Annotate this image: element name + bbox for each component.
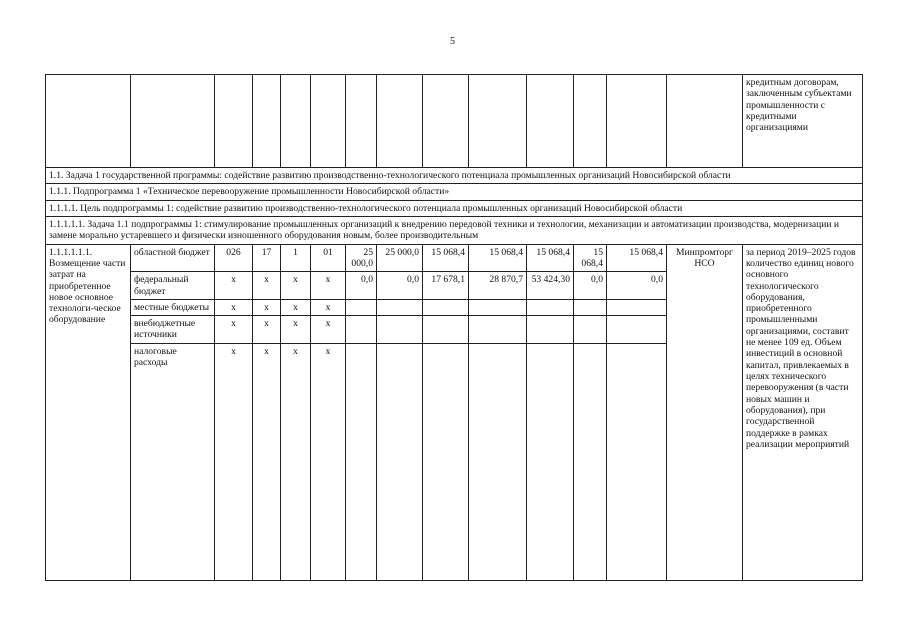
value-cell <box>346 299 377 315</box>
funding-source: местные бюджеты <box>131 299 215 315</box>
value-cell: 0,0 <box>346 272 377 300</box>
code-cell: 1 <box>281 244 311 272</box>
code-cell: x <box>215 272 253 300</box>
value-cell: 25 000,0 <box>346 244 377 272</box>
value-cell: 0,0 <box>574 272 607 300</box>
empty-cell <box>607 75 667 168</box>
heading-row <box>46 200 863 216</box>
value-cell: 15 068,4 <box>527 244 574 272</box>
funding-source: внебюджетные источники <box>131 316 215 344</box>
value-cell <box>346 343 377 580</box>
value-cell <box>527 299 574 315</box>
task-heading: 1.1. Задача 1 государственной программы: содействие развитию производственно-технологического потенциала промышленных организаций Новосибирской области <box>46 168 863 184</box>
executor-cell: Минпромторг НСО <box>667 244 743 580</box>
empty-cell <box>131 75 215 168</box>
empty-cell <box>281 75 311 168</box>
value-cell <box>574 343 607 580</box>
code-cell: 17 <box>253 244 281 272</box>
value-cell <box>469 299 527 315</box>
value-cell <box>346 316 377 344</box>
value-cell: 28 870,7 <box>469 272 527 300</box>
value-cell: 0,0 <box>607 272 667 300</box>
program-table <box>45 74 863 581</box>
value-cell <box>574 316 607 344</box>
value-cell: 15 068,4 <box>574 244 607 272</box>
code-cell: 026 <box>215 244 253 272</box>
value-cell: 0,0 <box>377 272 423 300</box>
empty-cell <box>574 75 607 168</box>
value-cell <box>377 343 423 580</box>
funding-source: областной бюджет <box>131 244 215 272</box>
funding-row <box>46 244 863 272</box>
funding-source: налоговые расходы <box>131 343 215 580</box>
funding-source: федеральный бюджет <box>131 272 215 300</box>
heading-row <box>46 216 863 244</box>
value-cell <box>527 316 574 344</box>
code-cell: x <box>253 272 281 300</box>
code-cell: x <box>311 299 346 315</box>
value-cell: 17 678,1 <box>423 272 469 300</box>
empty-cell <box>667 75 743 168</box>
code-cell: x <box>281 343 311 580</box>
heading-row <box>46 168 863 184</box>
value-cell <box>423 316 469 344</box>
empty-cell <box>311 75 346 168</box>
goal-heading: 1.1.1.1. Цель подпрограммы 1: содействие развитию производственно-технологического потенциала промышленных организаций Новосибирской области <box>46 200 863 216</box>
value-cell <box>469 343 527 580</box>
value-cell <box>377 299 423 315</box>
subtask-heading: 1.1.1.1.1. Задача 1.1 подпрограммы 1: стимулирование промышленных организаций к внедрению передовой техники и технологии, механизации и автоматизации производства, модернизации и замене морально устаревшего и физически изношенного оборудования новым, более производительным <box>46 216 863 244</box>
empty-cell <box>46 75 131 168</box>
measure-name: 1.1.1.1.1.1. Возмещение части затрат на приобретенное новое основное технологи-ческое оборудование <box>46 244 131 580</box>
code-cell: x <box>253 299 281 315</box>
heading-row <box>46 184 863 200</box>
code-cell: x <box>253 343 281 580</box>
empty-cell <box>527 75 574 168</box>
value-cell <box>607 316 667 344</box>
code-cell: x <box>311 316 346 344</box>
value-cell <box>607 299 667 315</box>
code-cell: x <box>281 299 311 315</box>
code-cell: x <box>215 316 253 344</box>
code-cell: x <box>215 299 253 315</box>
value-cell: 15 068,4 <box>607 244 667 272</box>
value-cell <box>423 299 469 315</box>
subprogram-heading: 1.1.1. Подпрограмма 1 «Техническое перевооружение промышленности Новосибирской области» <box>46 184 863 200</box>
empty-cell <box>469 75 527 168</box>
value-cell <box>469 316 527 344</box>
code-cell: x <box>253 316 281 344</box>
continuation-row <box>46 75 863 168</box>
result-cell: кредитным договорам, заключенным субъектами промышленности с кредитными организациями <box>743 75 863 168</box>
result-cell: за период 2019–2025 годов количество единиц нового основного технологического оборудования, приобретенного промышленными организациями, составит не менее 109 ед. Объем инвестиций в основной капитал, привлекаемых в целях технического перевооружения (в части новых машин и оборудования), при государственной поддержке в рамках реализации мероприятий <box>743 244 863 580</box>
value-cell: 15 068,4 <box>423 244 469 272</box>
value-cell <box>423 343 469 580</box>
code-cell: 01 <box>311 244 346 272</box>
code-cell: x <box>311 272 346 300</box>
empty-cell <box>377 75 423 168</box>
code-cell: x <box>281 272 311 300</box>
value-cell: 15 068,4 <box>469 244 527 272</box>
value-cell <box>377 316 423 344</box>
value-cell: 25 000,0 <box>377 244 423 272</box>
code-cell: x <box>281 316 311 344</box>
empty-cell <box>423 75 469 168</box>
code-cell: x <box>311 343 346 580</box>
empty-cell <box>215 75 253 168</box>
value-cell: 53 424,30 <box>527 272 574 300</box>
value-cell <box>607 343 667 580</box>
value-cell <box>527 343 574 580</box>
code-cell: x <box>215 343 253 580</box>
value-cell <box>574 299 607 315</box>
page-number: 5 <box>450 36 455 47</box>
empty-cell <box>253 75 281 168</box>
empty-cell <box>346 75 377 168</box>
